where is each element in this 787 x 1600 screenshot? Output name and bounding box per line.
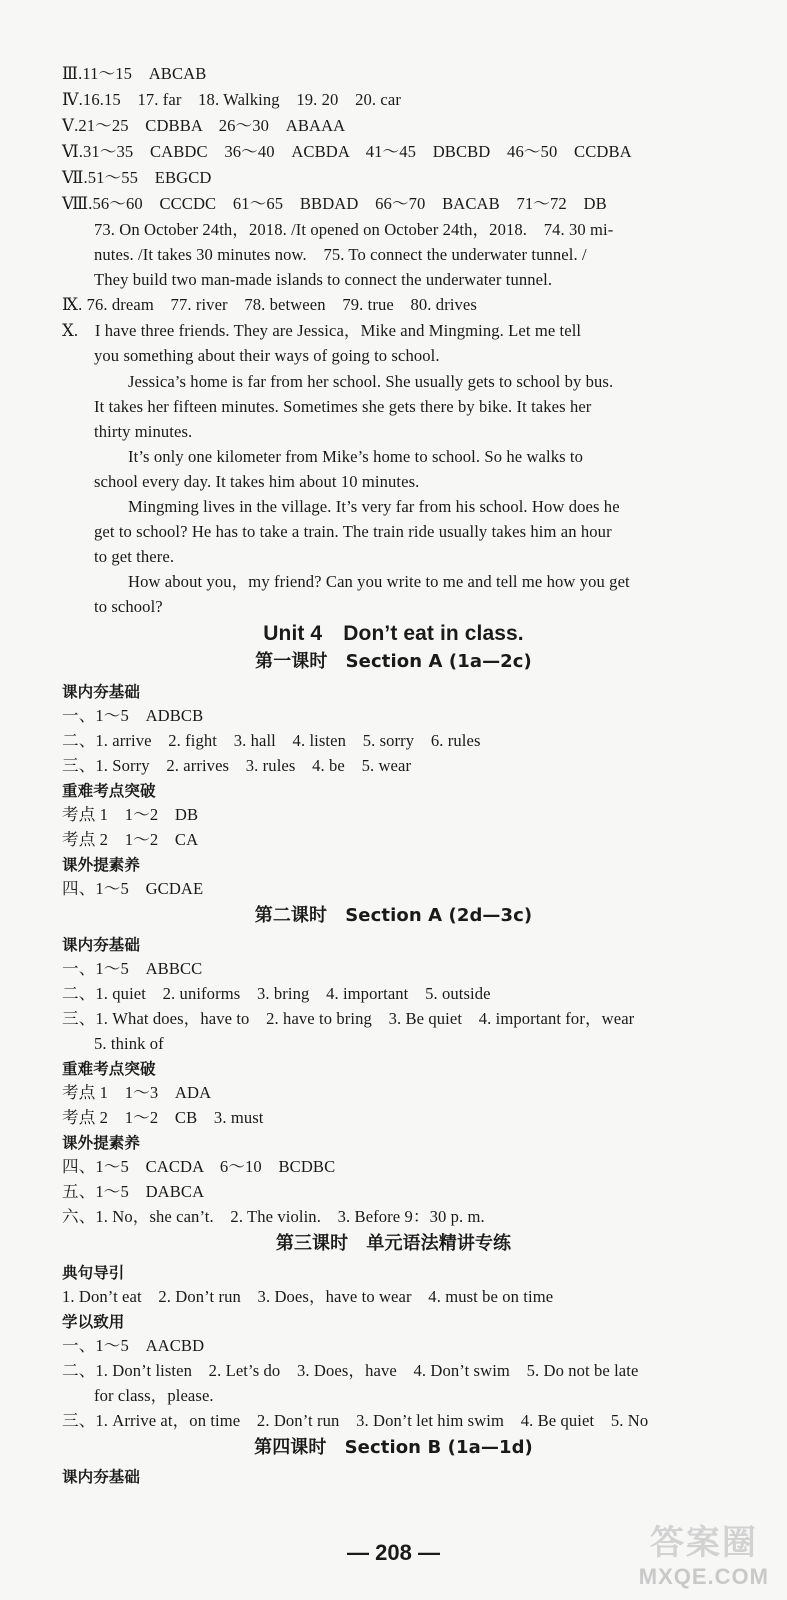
watermark-cn: 答案圈: [649, 1524, 758, 1562]
answer-line: Ⅳ.16.15 17. far 18. Walking 19. 20 20. car: [62, 90, 401, 109]
answer-line: Ⅲ.11～15 ABCAB: [62, 64, 207, 83]
essay-line: thirty minutes.: [94, 422, 193, 441]
subsection-heading: 课内夯基础: [62, 1468, 141, 1486]
answer-line: 二、1. arrive 2. fight 3. hall 4. listen 5. sorry 6. rules: [62, 731, 481, 750]
answer-line: 一、1～5 ADBCB: [62, 706, 204, 725]
answer-line: Ⅵ.31～35 CABDC 36～40 ACBDA 41～45 DBCBD 46～50 CCDBA: [62, 142, 632, 161]
section-title: 第二课时 Section A (2d—3c): [254, 905, 533, 926]
answer-line: nutes. /It takes 30 minutes now. 75. To connect the underwater tunnel. /: [94, 245, 587, 264]
answer-line: They build two man-made islands to connect the underwater tunnel.: [94, 270, 553, 289]
essay-line: school every day. It takes him about 10 minutes.: [94, 472, 420, 491]
answer-line: 考点 1 1～3 ADA: [62, 1083, 212, 1102]
answer-line: 五、1～5 DABCA: [62, 1182, 205, 1201]
essay-line: How about you，my friend? Can you write to me and tell me how you get: [128, 572, 630, 591]
essay-line: to school?: [94, 597, 163, 616]
answer-line: 三、1. Sorry 2. arrives 3. rules 4. be 5. wear: [62, 756, 412, 775]
subsection-heading: 课内夯基础: [62, 936, 141, 954]
section-title: 第四课时 Section B (1a—1d): [254, 1437, 533, 1458]
answer-line: 考点 1 1～2 DB: [62, 805, 199, 824]
unit-title: Unit 4 Don’t eat in class.: [263, 622, 524, 645]
answer-line: 5. think of: [94, 1034, 164, 1053]
answer-line: 73. On October 24th，2018. /It opened on October 24th，2018. 74. 30 mi-: [94, 220, 614, 239]
subsection-heading: 课外提素养: [62, 1134, 141, 1152]
subsection-heading: 典句导引: [62, 1264, 125, 1282]
answer-line: 四、1～5 CACDA 6～10 BCDBC: [62, 1157, 336, 1176]
answer-line: 三、1. Arrive at，on time 2. Don’t run 3. Don’t let him swim 4. Be quiet 5. No: [62, 1411, 649, 1430]
essay-line: you something about their ways of going to school.: [94, 346, 440, 365]
essay-line: Mingming lives in the village. It’s very far from his school. How does he: [128, 497, 620, 516]
section-title: 第一课时 Section A (1a—2c): [255, 651, 532, 672]
subsection-heading: 学以致用: [62, 1313, 125, 1331]
subsection-heading: 课外提素养: [62, 856, 141, 874]
essay-line: Ⅹ. I have three friends. They are Jessica，Mike and Mingming. Let me tell: [62, 321, 582, 340]
answer-line: 二、1. quiet 2. uniforms 3. bring 4. important 5. outside: [62, 984, 491, 1003]
subsection-heading: 课内夯基础: [62, 683, 141, 701]
watermark-url: MXQE.COM: [638, 1564, 769, 1589]
essay-line: Jessica’s home is far from her school. She usually gets to school by bus.: [128, 372, 614, 391]
essay-line: to get there.: [94, 547, 175, 566]
answer-line: for class，please.: [94, 1386, 214, 1405]
subsection-heading: 重难考点突破: [62, 782, 156, 800]
answer-line: Ⅶ.51～55 EBGCD: [62, 168, 212, 187]
answer-line: 二、1. Don’t listen 2. Let’s do 3. Does，have 4. Don’t swim 5. Do not be late: [62, 1361, 639, 1380]
answer-line: Ⅴ.21～25 CDBBA 26～30 ABAAA: [62, 116, 346, 135]
answer-line: 考点 2 1～2 CB 3. must: [62, 1108, 264, 1127]
answer-line: 考点 2 1～2 CA: [62, 830, 199, 849]
answer-line: 六、1. No，she can’t. 2. The violin. 3. Before 9：30 p. m.: [62, 1207, 485, 1226]
answer-line: 一、1～5 ABBCC: [62, 959, 203, 978]
answer-line: Ⅸ. 76. dream 77. river 78. between 79. true 80. drives: [62, 295, 477, 314]
subsection-heading: 重难考点突破: [62, 1060, 156, 1078]
page-number: — 208 —: [347, 1540, 440, 1565]
answer-line: 一、1～5 AACBD: [62, 1336, 205, 1355]
answer-line: 四、1～5 GCDAE: [62, 879, 204, 898]
answer-line: Ⅷ.56～60 CCCDC 61～65 BBDAD 66～70 BACAB 71～72 DB: [62, 194, 607, 213]
section-title: 第三课时 单元语法精讲专练: [275, 1233, 512, 1254]
answer-line: 三、1. What does，have to 2. have to bring 3. Be quiet 4. important for，wear: [62, 1009, 635, 1028]
answer-line: 1. Don’t eat 2. Don’t run 3. Does，have to wear 4. must be on time: [62, 1287, 554, 1306]
essay-line: get to school? He has to take a train. The train ride usually takes him an hour: [94, 522, 612, 541]
watermark-logo: [639, 1515, 769, 1590]
essay-line: It takes her fifteen minutes. Sometimes she gets there by bike. It takes her: [94, 397, 592, 416]
essay-line: It’s only one kilometer from Mike’s home to school. So he walks to: [128, 447, 584, 466]
